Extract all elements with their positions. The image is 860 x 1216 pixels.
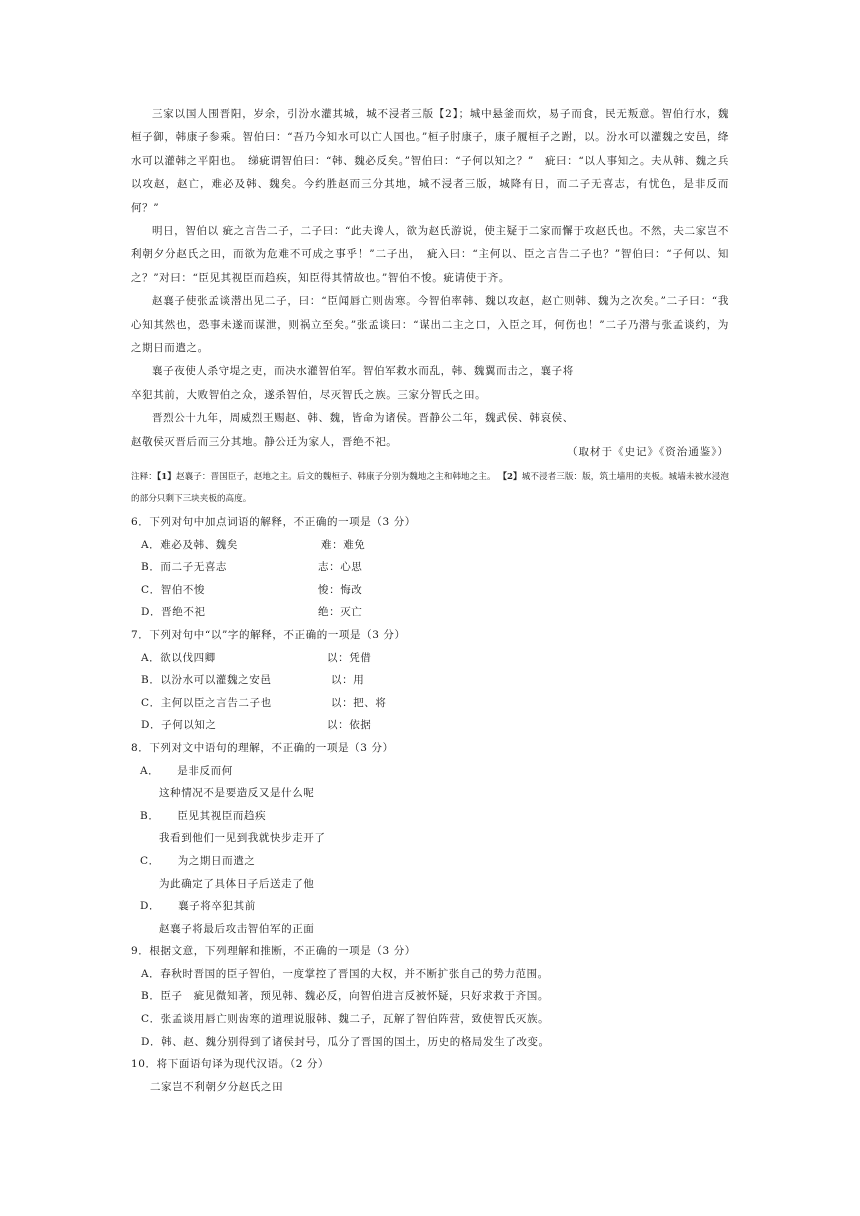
option-text: 是非反而何 xyxy=(177,764,233,777)
option-label: B． xyxy=(140,809,160,822)
annotation-text-1: 赵襄子：晋国臣子，赵地之主。后文的魏桓子、韩康子分别为魏地之主和韩地之主。 xyxy=(175,472,496,482)
question-9-option-a[interactable]: A．春秋时晋国的臣子智伯，一度掌控了晋国的大权，并不断扩张自己的势力范围。 xyxy=(141,967,549,980)
option-text: 襄子将卒犯其前 xyxy=(178,900,256,913)
annotation-text-2: 城不浸者三版：版，筑土墙用的夹板。城墙未被水浸泡的部分只剩下三块夹板的高度。 xyxy=(131,472,729,504)
question-8-option-b[interactable] xyxy=(131,805,771,828)
question-8-option-a[interactable] xyxy=(131,760,771,783)
question-9-option-b[interactable]: B．臣子 疵见微知著，预见韩、魏必反，向智伯进言反被怀疑，只好求救于齐国。 xyxy=(141,990,549,1003)
question-7-option-a[interactable] xyxy=(131,647,771,670)
passage-paragraph-3: 赵襄子使张孟谈潜出见二子，曰：“臣闻唇亡则齿寒。今智伯率韩、魏以攻赵，赵亡则韩、魏为之次矣。”二子曰：“我心知其然也，恐事未遂而谋泄，则祸立至矣。”张孟谈曰：“谋出二主之口，入臣之耳，何伤也！”二子乃潜与张孟谈约，为之期日而遣之。 xyxy=(131,295,729,355)
option-answer: 难：难免 xyxy=(321,538,366,551)
question-7-option-c[interactable] xyxy=(131,692,771,715)
classical-passage xyxy=(131,103,729,454)
option-label: D．子何以知之 xyxy=(141,719,217,732)
option-answer: 以：凭借 xyxy=(327,651,372,664)
question-6-option-d[interactable] xyxy=(131,601,771,624)
question-9-option-d[interactable]: D．韩、赵、魏分别得到了诸侯封号，瓜分了晋国的国土，历史的格局发生了改变。 xyxy=(141,1035,550,1048)
option-label: C．智伯不悛 xyxy=(141,583,206,596)
option-label: B．以汾水可以灌魏之安邑 xyxy=(141,674,272,687)
passage-source: （取材于《史记》《资治通鉴》） xyxy=(567,446,729,458)
annotation xyxy=(131,466,729,510)
question-8-stem: 8．下列对文中语句的理解，不正确的一项是（3 分） xyxy=(131,741,394,754)
question-8-option-a-translation: 这种情况不是要造反又是什么呢 xyxy=(159,787,315,800)
question-9-stem: 9．根据文意，下列理解和推断，不正确的一项是（3 分） xyxy=(131,945,416,958)
question-8-option-d-translation: 赵襄子将最后攻击智伯军的正面 xyxy=(159,922,315,935)
option-answer: 以：用 xyxy=(331,674,365,687)
option-label: D． xyxy=(140,900,161,913)
question-8-option-c[interactable] xyxy=(131,850,771,873)
annotation-label: 注释： xyxy=(131,472,157,482)
option-label: A．难必及韩、魏矣 xyxy=(141,538,238,551)
passage-paragraph-1: 三家以国人围晋阳，岁余，引汾水灌其城，城不浸者三版【2】；城中悬釜而炊，易子而食，民无叛意。智伯行水，魏桓子御，韩康子参乘。智伯曰：“吾乃今知水可以亡人国也。”桓子肘康子，康子履桓子之跗，以。汾水可以灌魏之安邑，绛水可以灌韩之平阳也。 绨疵谓智伯曰：“韩、魏必反矣。”智伯曰：“子何以知之？” 疵曰：“以人事知之。夫从韩、魏之兵以攻赵，赵亡，难必及韩、魏矣。今约胜赵而三分其地，城不浸者三版，城降有日，而二子无喜志，有忧色，是非反而何？” xyxy=(131,108,729,214)
annotation-marker-2: 【2】 xyxy=(498,472,522,482)
option-answer: 以：把、将 xyxy=(331,696,387,709)
questions xyxy=(131,511,771,1098)
option-label: B．而二子无喜志 xyxy=(141,561,228,574)
question-6-stem: 6．下列对句中加点词语的解释，不正确的一项是（3 分） xyxy=(131,516,416,528)
question-6-option-b[interactable] xyxy=(131,556,771,579)
question-7-option-b[interactable] xyxy=(131,669,771,692)
option-answer: 以：依据 xyxy=(327,719,372,732)
option-answer: 悛：悔改 xyxy=(318,583,363,596)
option-label: D．晋绝不祀 xyxy=(141,606,206,619)
question-7-option-d[interactable] xyxy=(131,714,771,737)
question-7-stem: 7．下列对句中“以”字的解释，不正确的一项是（3 分） xyxy=(131,628,406,641)
question-8-option-b-translation: 我看到他们一见到我就快步走开了 xyxy=(159,832,326,845)
option-answer: 志：心思 xyxy=(318,561,363,574)
question-6-option-a[interactable] xyxy=(131,534,771,557)
option-text: 为之期日而遣之 xyxy=(177,854,256,867)
question-8-option-d[interactable] xyxy=(131,895,771,918)
question-6-option-c[interactable] xyxy=(131,579,771,602)
option-answer: 绝：灭亡 xyxy=(318,606,363,619)
option-label: A． xyxy=(140,764,160,777)
annotation-marker-1: 【1】 xyxy=(156,472,176,482)
option-label: A．欲以伐四卿 xyxy=(141,651,216,664)
passage-paragraph-4-cont: 卒犯其前，大败智伯之众，遂杀智伯，尽灭智氏之族。三家分智氏之田。 xyxy=(131,388,487,401)
question-10-stem: 10．将下面语句译为现代汉语。（2 分） xyxy=(131,1058,330,1071)
option-label: C． xyxy=(140,854,160,867)
option-text: 臣见其视臣而趋疾 xyxy=(177,809,267,822)
option-label: C．主何以臣之言告二子也 xyxy=(141,696,272,709)
question-9-option-c[interactable]: C．张孟谈用唇亡则齿寒的道理说服韩、魏二子，瓦解了智伯阵营，致使智氏灭族。 xyxy=(141,1013,550,1026)
passage-paragraph-2: 明日，智伯以 疵之言告二子，二子曰：“此夫谗人，欲为赵氏游说，使主疑于二家而懈于攻赵氏也。不然，夫二家岂不利朝夕分赵氏之田，而欲为危难不可成之事乎！”二子出， 疵入曰：“主何以、臣之言告二子也？”智伯曰：“子何以、知之？”对曰：“臣见其视臣而趋疾，知臣得其情故也。”智伯不悛。疵请使于齐。 xyxy=(131,225,730,284)
question-8-option-c-translation: 为此确定了具体日子后送走了他 xyxy=(159,877,315,890)
passage-paragraph-4: 襄子夜使人杀守堤之吏，而决水灌智伯军。智伯军救水而乱，韩、魏翼而击之，襄子将 xyxy=(152,365,574,378)
passage-paragraph-5: 晋烈公十九年，周威烈王赐赵、韩、魏，皆命为诸侯。晋静公二年，魏武侯、韩哀侯、 xyxy=(152,412,574,425)
passage-paragraph-5-cont: 赵敬侯灭晋后而三分其地。静公迁为家人，晋绝不祀。 xyxy=(131,435,398,448)
question-10-sentence: 二家岂不利朝夕分赵氏之田 xyxy=(150,1080,284,1093)
